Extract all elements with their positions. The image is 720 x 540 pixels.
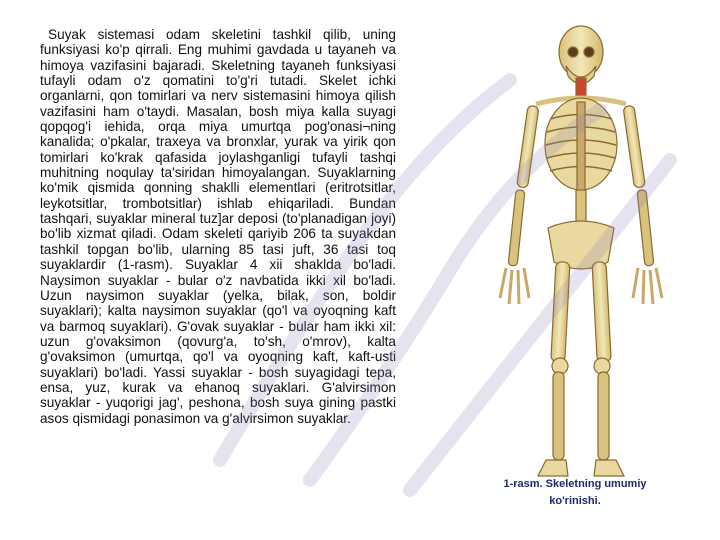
skeleton-figure — [476, 14, 686, 484]
body-paragraph: Suyak sistemasi odam skeletini tashkil qilib, uning funksiyasi ko'p qirrali. Eng muhimi gavdada u tayaneh va himoya vazifasini bajaradi. Skeletning tayaneh funksiyasi tufayli odam o'z qomatini to'g'ri tutadi. Skelet ichki organlarni, qon tomirlari va nerv sistemasini himoya qilish vazifasini ham o'taydi. Masalan, bosh miya kalla suyagi qopqog'i iehida, orqa miya umurtqa pog'onasi¬ning kanalida; o'pkalar, traxeya va bronxlar, yurak va yirik qon tomirlari ko'krak qafasida joylashganligi tufayli tashqi muhitning noqulay ta'siridan himoyalangan. Suyaklarning ko'mik qismida qonning shaklli elementlari (eritrotsitlar, leykotsitlar, trombotsitlar) ishlab ehiqariladi. Bundan tashqari, suyaklar mineral tuz]ar deposi (to'planadigan joyi) bo'lib xizmat qiladi. Odam skeleti qariyib 206 ta suyakdan tashkil topgan bo'lib, ularning 85 tasi juft, 36 tasi toq suyaklardir (1-rasm). Suyaklar 4 xii shaklda bo'ladi. Naysimon suyaklar - bular o'z navbatida ikki xil bo'ladi. Uzun naysimon suyaklar (yelka, bilak, son, boldir suyaklari); kalta naysimon suyaklar (qo'l va oyoqning kaft va barmoq suyaklari). G'ovak suyaklar - bular ham ikki xil: uzun g'ovaksimon (qovurg'a, to'sh, o'mrov), kalta g'ovaksimon (umurtqa, qo'l va oyoqning kaft, kaft-usti suyaklari) bo'ladi. Yassi suyaklar - bosh suyagidagi tepa, ensa, yuz, kurak va ehanoq suyaklari. G'alvirsimon suyaklar - yuqorigi jag', peshona, bosh suya gining pastki asos qismidagi ponasimon va g'alvirsimon suyaklar. — [40, 27, 396, 426]
skeleton-illustration-icon — [476, 14, 686, 484]
figure-caption: 1-rasm. Skeletning umumiy ko'rinishi. — [503, 478, 647, 507]
